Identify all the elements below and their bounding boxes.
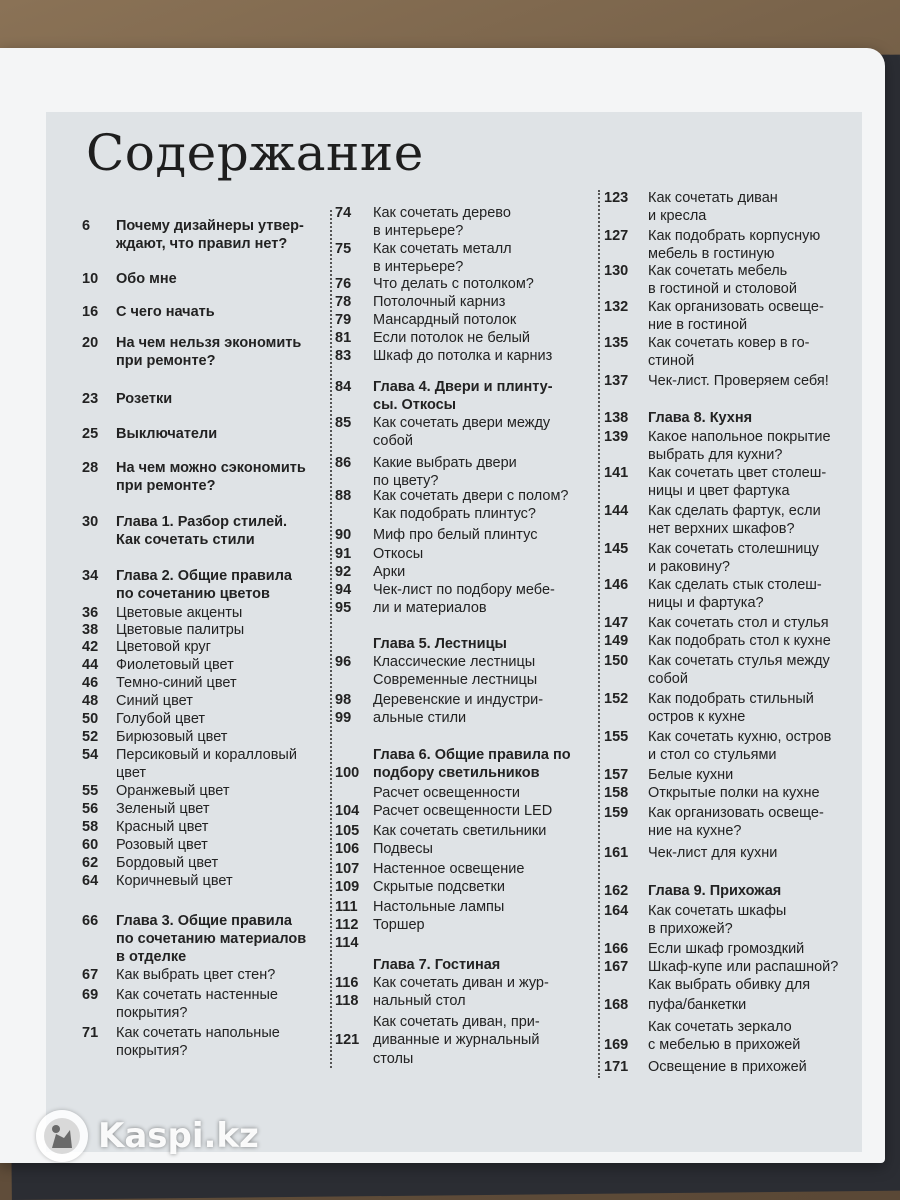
toc-entry (335, 691, 580, 709)
toc-page-number: 100 (335, 765, 360, 781)
toc-entry (604, 1058, 844, 1076)
toc-entry (82, 621, 322, 639)
toc-entry (604, 804, 844, 840)
toc-entry (604, 632, 844, 650)
toc-entry-title: Глава 2. Общие правила по сочетанию цветов (116, 568, 292, 602)
toc-page-number: 94 (335, 582, 352, 598)
toc-entry (82, 390, 322, 408)
toc-entry (82, 800, 322, 818)
toc-entry-title: Расчет освещенности (373, 785, 520, 801)
toc-entry (604, 464, 844, 500)
toc-entry-title: Обо мне (116, 271, 177, 287)
toc-page-number: 52 (82, 729, 99, 745)
toc-entry-title: Как сочетать кухню, остров и стол со стульями (648, 729, 832, 763)
toc-page-number: 112 (335, 917, 359, 933)
toc-entry (82, 459, 322, 495)
toc-entry-title: Как сочетать стол и стулья (648, 615, 829, 631)
toc-page-number: 130 (604, 263, 629, 279)
toc-entry-title: Как сочетать диван, при- (373, 1014, 540, 1030)
toc-page-number: 135 (604, 335, 629, 351)
toc-entry-title: Как подобрать стол к кухне (648, 633, 831, 649)
toc-page-number: 42 (82, 639, 99, 655)
toc-entry (335, 545, 580, 563)
toc-entry-title: Персиковый и коралловый цвет (116, 747, 297, 781)
toc-page-number: 99 (335, 710, 352, 726)
toc-entry (82, 638, 322, 656)
toc-entry-title: Почему дизайнеры утвер- ждают, что правил нет? (116, 218, 304, 252)
toc-entry-title: На чем нельзя экономить при ремонте? (116, 335, 302, 369)
toc-entry-title: Торшер (373, 917, 425, 933)
toc-entry (335, 992, 580, 1010)
toc-entry-title: Шкаф до потолка и карниз (373, 348, 553, 364)
toc-entry-title: нальный стол (373, 993, 466, 1009)
toc-page-number: 157 (604, 767, 629, 783)
toc-entry (335, 204, 580, 240)
toc-page-number: 6 (82, 218, 91, 234)
toc-entry (82, 728, 322, 746)
toc-entry (604, 1036, 844, 1054)
toc-entry-title: Выключатели (116, 426, 218, 442)
toc-page-number: 150 (604, 653, 629, 669)
toc-entry-title: Красный цвет (116, 819, 209, 835)
toc-page-number: 149 (604, 633, 629, 649)
toc-entry (335, 784, 580, 802)
toc-entry (82, 513, 322, 549)
toc-entry (335, 487, 580, 523)
toc-entry-title: Как сделать фартук, если нет верхних шкафов? (648, 503, 821, 537)
toc-page-number: 44 (82, 657, 99, 673)
toc-page-number: 74 (335, 205, 352, 221)
toc-entry (335, 916, 580, 934)
toc-page-number: 127 (604, 228, 629, 244)
toc-entry-title: Глава 9. Прихожая (648, 883, 782, 899)
toc-entry-title: Зеленый цвет (116, 801, 210, 817)
toc-entry (335, 1050, 580, 1068)
toc-page-number: 10 (82, 271, 99, 287)
toc-page-number: 95 (335, 600, 352, 616)
toc-entry (604, 766, 844, 784)
toc-page-number: 90 (335, 527, 352, 543)
toc-entry-title: Чек-лист. Проверяем себя! (648, 373, 829, 389)
toc-entry (335, 840, 580, 858)
toc-page-number: 152 (604, 691, 629, 707)
toc-entry-title: Откосы (373, 546, 424, 562)
toc-entry (335, 934, 580, 952)
toc-page-number: 171 (604, 1059, 629, 1075)
toc-page-number: 116 (335, 975, 359, 991)
toc-page-number: 138 (604, 410, 629, 426)
toc-page-number: 139 (604, 429, 629, 445)
toc-page-number: 109 (335, 879, 360, 895)
toc-entry (82, 836, 322, 854)
toc-entry-title: Как сочетать шкафы в прихожей? (648, 903, 787, 937)
toc-entry (82, 966, 322, 984)
toc-entry-title: Оранжевый цвет (116, 783, 230, 799)
toc-entry-title: Глава 4. Двери и плинту- сы. Откосы (373, 379, 553, 413)
toc-entry (335, 378, 580, 414)
toc-entry-title: Если потолок не белый (373, 330, 531, 346)
toc-page-number: 169 (604, 1037, 629, 1053)
toc-entry-title: Розовый цвет (116, 837, 208, 853)
toc-entry-title: Как сочетать диван и кресла (648, 190, 778, 224)
toc-entry (335, 240, 580, 276)
toc-page-number: 48 (82, 693, 99, 709)
toc-entry-title: Цветовые акценты (116, 605, 243, 621)
toc-page-number: 25 (82, 426, 99, 442)
toc-page-number: 16 (82, 304, 99, 320)
toc-page-number: 92 (335, 564, 352, 580)
toc-entry-title: ли и материалов (373, 600, 487, 616)
toc-entry-title: Чек-лист по подбору мебе- (373, 582, 555, 598)
toc-entry-title: Как организовать освеще- ние в гостиной (648, 299, 824, 333)
toc-entry-title: Классические лестницы Современные лестницы (373, 654, 538, 688)
toc-entry-title: Фиолетовый цвет (116, 657, 234, 673)
toc-entry-title: Если шкаф громоздкий (648, 941, 805, 957)
toc-entry-title: столы (373, 1051, 414, 1067)
toc-page-number: 141 (604, 465, 629, 481)
toc-entry (604, 334, 844, 370)
toc-entry (604, 652, 844, 688)
toc-entry-title: Цветовой круг (116, 639, 211, 655)
toc-entry (335, 563, 580, 581)
toc-entry (335, 293, 580, 311)
toc-page-number: 123 (604, 190, 629, 206)
toc-entry-title: Бордовый цвет (116, 855, 219, 871)
toc-entry (604, 502, 844, 538)
toc-page-number: 83 (335, 348, 352, 364)
toc-page-number: 62 (82, 855, 99, 871)
toc-entry (82, 692, 322, 710)
toc-page-number: 144 (604, 503, 629, 519)
toc-entry (82, 782, 322, 800)
toc-page-number: 66 (82, 913, 99, 929)
toc-entry (82, 818, 322, 836)
toc-page-number: 132 (604, 299, 629, 315)
toc-page-number: 118 (335, 993, 359, 1009)
toc-entry-title: Как сочетать ковер в го- стиной (648, 335, 810, 369)
toc-entry-title: Синий цвет (116, 693, 193, 709)
toc-entry-title: Какие выбрать двери по цвету? (373, 455, 517, 489)
toc-entry-title: Глава 5. Лестницы (373, 636, 507, 652)
toc-page-number: 105 (335, 823, 360, 839)
toc-page-number: 166 (604, 941, 629, 957)
toc-entry (335, 635, 580, 653)
toc-page-number: 155 (604, 729, 629, 745)
toc-entry (604, 690, 844, 726)
toc-entry-title: Миф про белый плинтус (373, 527, 538, 543)
toc-entry (335, 526, 580, 544)
toc-entry (82, 986, 322, 1022)
toc-entry (335, 956, 580, 974)
toc-page-number: 20 (82, 335, 99, 351)
toc-page-number: 121 (335, 1032, 360, 1048)
toc-entry-title: Глава 7. Гостиная (373, 957, 501, 973)
toc-entry-title: Как сочетать металл в интерьере? (373, 241, 512, 275)
toc-entry-title: Расчет освещенности LED (373, 803, 553, 819)
toc-entry (335, 581, 580, 599)
toc-entry (604, 189, 844, 225)
toc-entry-title: С чего начать (116, 304, 215, 320)
toc-entry-title: Настенное освещение (373, 861, 525, 877)
toc-entry-title: Потолочный карниз (373, 294, 506, 310)
toc-entry (604, 1018, 844, 1036)
toc-page-number: 46 (82, 675, 99, 691)
toc-entry-title: Глава 3. Общие правила по сочетанию материалов в отделке (116, 913, 307, 965)
toc-entry (82, 854, 322, 872)
toc-entry-title: Как сочетать мебель в гостиной и столовой (648, 263, 797, 297)
toc-entry (604, 227, 844, 263)
toc-entry (82, 912, 322, 966)
toc-page-number: 28 (82, 460, 99, 476)
toc-page-number: 162 (604, 883, 629, 899)
toc-entry (604, 844, 844, 862)
toc-entry-title: Как сочетать зеркало (648, 1019, 792, 1035)
toc-entry-title: Скрытые подсветки (373, 879, 505, 895)
toc-entry-title: Как выбрать цвет стен? (116, 967, 276, 983)
toc-entry (604, 996, 844, 1014)
toc-page-number: 164 (604, 903, 629, 919)
toc-entry (82, 217, 322, 253)
toc-entry (335, 1013, 580, 1031)
toc-page-number: 56 (82, 801, 99, 817)
toc-entry-title: Голубой цвет (116, 711, 206, 727)
toc-entry (335, 822, 580, 840)
toc-entry (335, 329, 580, 347)
toc-entry-title: Как сочетать стулья между собой (648, 653, 830, 687)
toc-entry (335, 414, 580, 450)
toc-page-number: 167 (604, 959, 629, 975)
toc-page-number: 81 (335, 330, 352, 346)
toc-entry (604, 882, 844, 900)
toc-page-number: 161 (604, 845, 629, 861)
toc-entry-title: Глава 1. Разбор стилей. Как сочетать стили (116, 514, 288, 548)
toc-page-number: 23 (82, 391, 99, 407)
toc-page-number: 55 (82, 783, 99, 799)
toc-entry-title: Как сделать стык столеш- ницы и фартука? (648, 577, 822, 611)
toc-page-number: 64 (82, 873, 99, 889)
toc-entry-title: Что делать с потолком? (373, 276, 534, 292)
toc-page-number: 71 (82, 1025, 99, 1041)
toc-entry-title: Чек-лист для кухни (648, 845, 778, 861)
toc-page-number: 54 (82, 747, 99, 763)
toc-entry-title: Цветовые палитры (116, 622, 245, 638)
toc-entry (82, 425, 322, 443)
toc-entry-title: Арки (373, 564, 406, 580)
column-divider-1 (330, 210, 332, 1068)
watermark-text: Kaspi.kz (98, 1116, 259, 1156)
toc-entry (604, 262, 844, 298)
toc-entry-title: Как сочетать цвет столеш- ницы и цвет фартука (648, 465, 827, 499)
toc-entry (604, 298, 844, 334)
toc-page-number: 91 (335, 546, 352, 562)
toc-entry (335, 311, 580, 329)
toc-page-number: 34 (82, 568, 99, 584)
toc-page-number: 38 (82, 622, 99, 638)
toc-entry (604, 614, 844, 632)
toc-entry-title: Освещение в прихожей (648, 1059, 807, 1075)
toc-entry-title: Как организовать освеще- ние на кухне? (648, 805, 824, 839)
toc-entry (335, 860, 580, 878)
watermark (36, 1110, 259, 1162)
toc-entry (82, 303, 322, 321)
toc-page-number: 137 (604, 373, 629, 389)
toc-entry-title: Как сочетать двери между собой (373, 415, 551, 449)
column-divider-2 (598, 190, 600, 1078)
toc-entry (335, 653, 580, 689)
toc-entry-title: пуфа/банкетки (648, 997, 747, 1013)
toc-page-number: 36 (82, 605, 99, 621)
toc-entry-title: с мебелью в прихожей (648, 1037, 801, 1053)
toc-entry-title: Бирюзовый цвет (116, 729, 228, 745)
toc-page-number: 67 (82, 967, 99, 983)
toc-entry-title: Как сочетать светильники (373, 823, 547, 839)
toc-page-number: 146 (604, 577, 629, 593)
toc-entry-title: Как сочетать двери с полом? Как подобрать плинтус? (373, 488, 569, 522)
toc-entry (335, 709, 580, 727)
toc-page-number: 145 (604, 541, 629, 557)
toc-entry-title: Как сочетать настенные покрытия? (116, 987, 278, 1021)
toc-entry-title: подбору светильников (373, 765, 540, 781)
toc-entry-title: Как подобрать стильный остров к кухне (648, 691, 814, 725)
toc-entry-title: диванные и журнальный (373, 1032, 540, 1048)
toc-entry (604, 372, 844, 390)
toc-entry-title: Какое напольное покрытие выбрать для кухни? (648, 429, 831, 463)
toc-entry (335, 746, 580, 764)
page-title: Содержание (86, 124, 424, 182)
toc-entry-title: альные стили (373, 710, 467, 726)
toc-entry (335, 764, 580, 782)
toc-entry-title: Подвесы (373, 841, 433, 857)
toc-entry-title: Белые кухни (648, 767, 734, 783)
toc-entry-title: Мансардный потолок (373, 312, 517, 328)
toc-entry (82, 604, 322, 622)
toc-entry-title: На чем можно сэкономить при ремонте? (116, 460, 306, 494)
toc-entry (82, 567, 322, 603)
toc-entry (82, 656, 322, 674)
toc-entry-title: Темно-синий цвет (116, 675, 237, 691)
toc-entry (604, 540, 844, 576)
toc-entry-title: Шкаф-купе или распашной? Как выбрать обивку для (648, 959, 839, 993)
toc-entry-title: Как сочетать диван и жур- (373, 975, 549, 991)
toc-entry (335, 347, 580, 365)
toc-entry (335, 1031, 580, 1049)
toc-entry-title: Открытые полки на кухне (648, 785, 820, 801)
toc-entry (604, 784, 844, 802)
toc-entry (604, 576, 844, 612)
toc-entry (604, 940, 844, 958)
toc-page-number: 69 (82, 987, 99, 1003)
toc-entry (335, 275, 580, 293)
toc-entry (604, 428, 844, 464)
toc-entry (335, 878, 580, 896)
toc-entry (604, 902, 844, 938)
toc-page-number: 111 (335, 899, 358, 915)
toc-entry-title: Как сочетать дерево в интерьере? (373, 205, 511, 239)
toc-entry (604, 958, 844, 994)
toc-page-number: 79 (335, 312, 352, 328)
toc-page-number: 75 (335, 241, 352, 257)
toc-page-number: 168 (604, 997, 629, 1013)
toc-entry-title: Глава 6. Общие правила по (373, 747, 571, 763)
toc-page-number: 85 (335, 415, 352, 431)
toc-page-number: 147 (604, 615, 629, 631)
toc-entry (335, 454, 580, 490)
toc-entry (82, 270, 322, 288)
toc-entry-title: Розетки (116, 391, 173, 407)
toc-entry-title: Как подобрать корпусную мебель в гостиную (648, 228, 821, 262)
toc-page-number: 96 (335, 654, 352, 670)
toc-entry (335, 898, 580, 916)
toc-entry-title: Настольные лампы (373, 899, 505, 915)
toc-entry-title: Как сочетать напольные покрытия? (116, 1025, 280, 1059)
toc-page-number: 84 (335, 379, 352, 395)
toc-entry (82, 710, 322, 728)
toc-page-number: 98 (335, 692, 352, 708)
toc-page-number: 158 (604, 785, 629, 801)
toc-entry (335, 974, 580, 992)
toc-entry (604, 409, 844, 427)
toc-entry (82, 1024, 322, 1060)
toc-entry (604, 728, 844, 764)
toc-entry (335, 599, 580, 617)
toc-page-number: 159 (604, 805, 629, 821)
toc-page-number: 104 (335, 803, 360, 819)
toc-entry-title: Глава 8. Кухня (648, 410, 753, 426)
toc-entry (82, 872, 322, 890)
toc-page-number: 107 (335, 861, 360, 877)
toc-page-number: 50 (82, 711, 99, 727)
toc-page-number: 106 (335, 841, 360, 857)
toc-entry-title: Коричневый цвет (116, 873, 233, 889)
toc-page-number: 76 (335, 276, 352, 292)
toc-page-number: 60 (82, 837, 99, 853)
toc-page-number: 114 (335, 935, 359, 951)
toc-page-number: 58 (82, 819, 99, 835)
toc-entry (82, 334, 322, 370)
toc-page-number: 78 (335, 294, 352, 310)
toc-entry-title: Как сочетать столешницу и раковину? (648, 541, 819, 575)
toc-entry (82, 746, 322, 782)
kaspi-logo-icon (36, 1110, 88, 1162)
toc-page-number: 88 (335, 488, 352, 504)
toc-entry (82, 674, 322, 692)
toc-page-number: 86 (335, 455, 352, 471)
toc-page-number: 30 (82, 514, 99, 530)
toc-entry (335, 802, 580, 820)
toc-entry-title: Деревенские и индустри- (373, 692, 544, 708)
